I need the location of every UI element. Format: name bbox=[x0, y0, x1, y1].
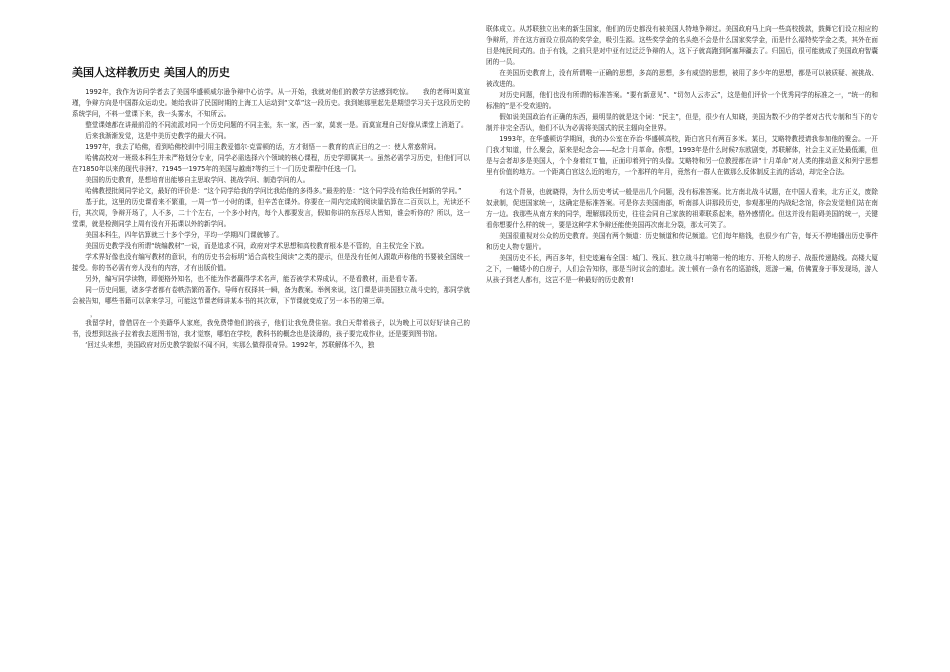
paragraph: 美国的历史教育，是想培育出能够自主思取学问、挑战学问、制造学问的人。 bbox=[85, 176, 310, 184]
paragraph: 美国历史不长，两百多年，但史迹遍布全国：城门、残瓦、独立战斗打响第一枪的地方、开枪人的房子、战报传递路线。高楼大厦之下，一幢矮小的白房子，人们会告知你，那是当时议会的遗址。波士顿有一条有名的巡游线，逛游一遍，仿佛置身于事发现场，游人从孩子到老人都有，这岂不是一种最好的历史教育! bbox=[486, 254, 878, 284]
paragraph: 同一历史问题，诸多学者都有卷帙浩繁的著作。导师有权择其一瞬，备为教案。举例来说，这门课是讲美国独立战斗史的，那同学就会被告知，哪些书籍可以拿来学习，可能这节课老师讲某本书的其次章，下节课就变成了另一本书的第三章。 bbox=[72, 286, 470, 305]
paragraph: 对历史问题，他们也没有所谓的标准答案。“要有新意见”、“切勿人云亦云”，这是他们评价一个优秀同学的标准之一，“统一的和标准的”是不受欢迎的。 bbox=[486, 91, 878, 110]
paragraph: 基于此，这里的历史课看来不繁重，一周一节一小时的课，但辛苦在课外。你要在一周内完成的阅读量估算在二百页以上，光读还不行，其次周，争辩开场了，人不多，二十个左右，一个多小时内，每个人都要发言，假如你讲的东西尽人皆知，谁会听你的？所以，这一堂课，就是检测同学上周有没有开拓课以外的新学问。 bbox=[72, 198, 470, 228]
paragraph: 哈佛教授批阅同学论文，最好的评价是：“这个同学给我的学问比我给他的多得多。”最差的是：“这个同学没有给我任何新的学问。” bbox=[85, 187, 462, 195]
stray-mark: ， bbox=[90, 310, 97, 318]
left-column bbox=[72, 66, 470, 351]
paragraph: 后来我渐渐发觉，这是中美历史教学的最大不同。 bbox=[85, 132, 231, 140]
paragraph: 联体成立。从苏联独立出来的新生国家，他们的历史都没有被美国人特地争辩过。美国政府马上向一些高校拨款，鼓舞它们设立相应的争辩所，并在这方面设立很高的奖学金，吸引生源。这些奖学金的名头绝不会是什么国家奖学金，而是什么福特奖学金之类，其外在面目是纯民间式的。由于有钱，之前只是对中亚有过泛泛争辩的人，这下子就高跑到阿塞拜疆去了。归国后，很可能就成了美国政府智囊团的一员。 bbox=[486, 25, 878, 66]
paragraph: 整堂课她都在讲最前沿的不同流派对同一个历史问题的不同主张，东一家，西一家，莫衷一是。而莫宣理自己好像从课堂上消逝了。 bbox=[85, 121, 468, 129]
right-column bbox=[486, 24, 878, 286]
paragraph: 1992年，我作为访问学者去了美国华盛顿威尔逊争辩中心访学。从一开始，我就对他们的教学方法感到吃惊。 我的老师叫莫宣瑾，争辩方向是中国群众运动史。她给我讲了民国时期的上海工人运动到“文革”这一段历史。我到她那里起先是期望学习关于这段历史的系统学问，不料一堂课下来，我一头雾水，不知所云。 bbox=[72, 88, 470, 118]
article-title: 美国人这样教历史 美国人的历史 bbox=[72, 66, 230, 79]
paragraph: ‘回过头来想，美国政府对历史教学貌似不闻不问，实那么做得很奇异。1992年，苏联解体不久，独 bbox=[85, 341, 375, 349]
paragraph: 1993年，在华盛顿访学期间，我的办公室在乔治·华盛顿高校，距白宫只有两百多米。某日，艾略特教授请我参加他的聚会。一开门我才知道，什么聚会，原来是纪念会——纪念十月革命。你想，1993年是什么时候?东欧剧变，苏联解体，社会主义正处最低潮，但是与会者却多是美国人，个个身着红Ｔ恤，正面印着列宁的头像。艾略特和另一位教授都在讲“十月革命”对人类的推动意义和列宁思想里有价值的地方。一个距离白宫这么近的地方，一个那样的年月，竟然有一群人在做那么反体制反主流的活动，却完全合法。 bbox=[486, 135, 878, 176]
paragraph: 另外，编写同学读物，即便格外知名，也不能为作者赢得学术名声，能否被学术界成认，不是看教材，而是看专著。 bbox=[85, 275, 422, 283]
paragraph: 有这个背景，也就晓得，为什么历史考试一般是出几个问题，没有标准答案。比方南北战斗试题，在中国人看来，北方正义，废除奴隶制，促进国家统一，这确定是标准答案。可是你去美国南部，听南部人讲那段历史，参观那里的内战纪念馆，你会发觉他们站在南方一边。我那些从南方来的同学，理解那段历史，往往会同自己家族的祖辈联系起来，格外感情化。但这并没有阻碍美国的统一，关键看你想要什么样的统一，要是这种学术争辩还能使美国再次南北分裂，那太可笑了。 bbox=[486, 188, 878, 229]
paragraph: 美国很重视对公众的历史教育。美国有两个频道：历史频道和传记频道。它们每年赔钱，也很少有广告，每天不停地播出历史事件和历史人物专题片。 bbox=[486, 232, 878, 251]
paragraph: 在美国历史教育上，没有所谓唯一正确的思想，多高的思想，多有威望的思想，被用了多少年的思想，都是可以被质疑、被挑战、被改进的。 bbox=[486, 69, 878, 88]
paragraph: 美国本科生，四年估算就三十多个学分，平均一学期四门课就够了。 bbox=[85, 231, 283, 239]
paragraph: 1997年，我去了哈佛，看到哈佛校训中引用主教爱德尔·克雷顿的话，方才彻悟－－教育的真正目的之一：使人常惑常问。 bbox=[85, 143, 441, 151]
paragraph: 我留学时，曾借居在一个美籍华人家庭，我免费带他们的孩子，他们让我免费住宿。我白天带着孩子，以为晚上可以好好读自己的书，没想到这孩子拉着我去逛图书馆，我才觉察，哪怕在学校，教科书的概念也是淡薄的，孩子要完成作业，还是要到图书馆。 bbox=[72, 319, 470, 338]
paragraph: 学术界好像也没有编写教材的意识，有的历史书会标明“适合高校生阅读”之类的提示，但是没有任何人跟敢声称他的书要被全国统一接受。你的书必需有旁人没有的内容，才有出版价值。 bbox=[72, 253, 470, 272]
paragraph: 假如说美国政治有正确的东西，最明显的就是这个词：“民主”，但是，很少有人知晓，美国为数不少的学者对古代专制和当下的专制并非完全否认，他们不认为必需将美国式的民主辐向全世界。 bbox=[486, 113, 878, 132]
paragraph: 哈佛高校对一班级本科生并未严格划分专业，同学必需选择六个领域的核心课程，历史学即属其一。虽然必需学习历史，但他们可以在?1850年以来的现代非洲?、?1945一1975年的美国与越南?等约三十一门历史课程中任选一门。 bbox=[72, 154, 470, 173]
paragraph: 美国历史教学没有所谓“统编教材”一说，而是追求不同，政府对学术思想和高校教育根本是不管的，自主权完全下放。 bbox=[85, 242, 429, 250]
